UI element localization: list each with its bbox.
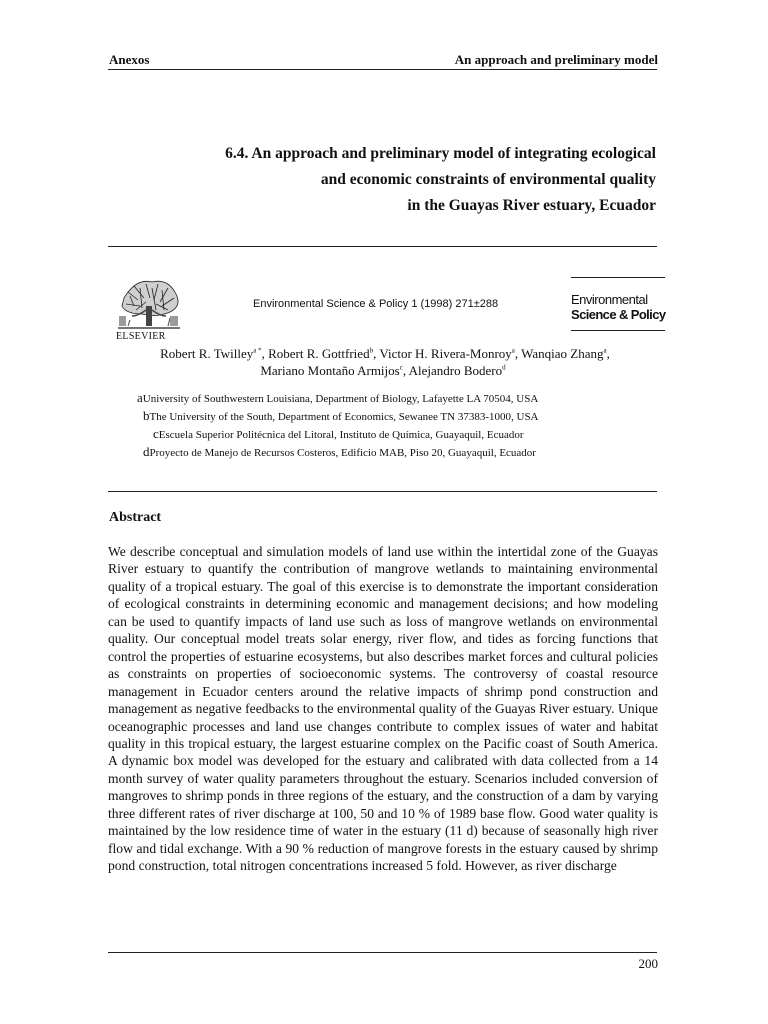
affiliation-text: University of Southwestern Louisiana, Department of Biology, Lafayette LA 70504, USA <box>142 393 539 405</box>
footer-rule <box>108 952 657 953</box>
affiliation-mark: b <box>143 408 150 423</box>
affiliation-text: Escuela Superior Politécnica del Litoral, Instituto de Química, Guayaquil, Ecuador <box>158 429 524 441</box>
author-affiliation-mark: b <box>369 346 374 355</box>
affiliations-rule <box>108 491 657 492</box>
author-twilley: Robert R. Twilley <box>160 346 254 361</box>
running-header-left: Anexos <box>109 52 150 67</box>
journal-logo-bottom-rule <box>571 330 665 331</box>
section-title-line-1: 6.4. An approach and preliminary model of integrating ecological <box>225 145 656 162</box>
authors-line-2 <box>108 362 658 379</box>
author-separator: , <box>606 346 610 361</box>
abstract-heading: Abstract <box>109 510 162 525</box>
affiliation-d <box>143 444 536 460</box>
author-bodero: , Alejandro Bodero <box>402 363 503 378</box>
author-affiliation-mark: a * <box>253 346 262 355</box>
journal-logo-top-rule <box>571 277 665 278</box>
author-gottfried: , Robert R. Gottfried <box>261 346 370 361</box>
author-affiliation-mark: a <box>603 346 607 355</box>
publisher-name: ELSEVIER <box>116 331 166 342</box>
affiliation-mark: c <box>153 426 159 441</box>
author-affiliation-mark: a <box>511 346 515 355</box>
affiliation-c <box>153 426 524 442</box>
affiliation-mark: a <box>137 390 143 405</box>
page-number: 200 <box>638 956 658 971</box>
section-title-line-3: in the Guayas River estuary, Ecuador <box>407 197 656 214</box>
journal-logo-line-2: Science & Policy <box>571 307 666 322</box>
affiliation-a <box>137 390 538 406</box>
author-affiliation-mark: c <box>399 363 403 372</box>
header-rule <box>108 69 657 70</box>
affiliation-b <box>143 408 539 424</box>
author-rivera-monroy: , Victor H. Rivera-Monroy <box>373 346 512 361</box>
affiliation-text: Proyecto de Manejo de Recursos Costeros, Edificio MAB, Piso 20, Guayaquil, Ecuador <box>149 447 536 459</box>
affiliation-mark: d <box>143 444 150 459</box>
title-rule <box>108 246 657 247</box>
elsevier-tree-logo <box>116 276 182 332</box>
author-montano: Mariano Montaño Armijos <box>260 363 400 378</box>
authors-line-1 <box>125 345 645 362</box>
abstract-body: We describe conceptual and simulation models of land use within the intertidal zone of the Guayas River estuary to quantify the contribution of mangrove wetlands to maintaining environmental quality of a tropical estuary. The goal of this exercise is to demonstrate the important consideration of ecological constraints in determining economic and management decisions; and how modeling can be used to quantify impacts of land use such as loss of mangrove wetlands on environmental quality. Our conceptual model treats solar energy, river flow, and tides as forcing functions that control the properties of estuarine ecosystems, but also describes market forces and cultural policies as constraints on properties of socioeconomic systems. The controversy of coastal resource management in Ecuador centers around the relative impacts of shrimp pond construction and management as negative feedbacks to the environmental quality of the Guayas River estuary. Unique oceanographic processes and land use changes contribute to complex issues of water and habitat quality in this tropical estuary, the largest estuarine complex on the Pacific coast of South America. A dynamic box model was developed for the estuary and calibrated with data collected from a 14 month survey of water quality parameters throughout the estuary. Scenarios included conversion of mangroves to shrimp ponds in three regions of the estuary, and the construction of a dam by varying three different rates of river discharge at 100, 50 and 10 % of 1989 base flow. Good water quality is maintained by the low residence time of water in the estuary (11 d) because of seasonally high river flow and tidal exchange. With a 90 % reduction of mangrove forests in the estuary caused by shrimp pond construction, total nitrogen concentrations increased 5 fold. However, as river discharge <box>108 544 658 874</box>
section-title-line-2: and economic constraints of environmental quality <box>320 171 656 188</box>
author-affiliation-mark: d <box>502 363 506 372</box>
journal-citation: Environmental Science & Policy 1 (1998) 271±288 <box>253 298 499 310</box>
journal-logo-line-1: Environmental <box>571 292 648 307</box>
author-zhang: , Wanqiao Zhang <box>514 346 604 361</box>
affiliation-text: The University of the South, Department of Economics, Sewanee TN 37383-1000, USA <box>149 411 539 423</box>
running-header-right: An approach and preliminary model <box>454 52 658 67</box>
